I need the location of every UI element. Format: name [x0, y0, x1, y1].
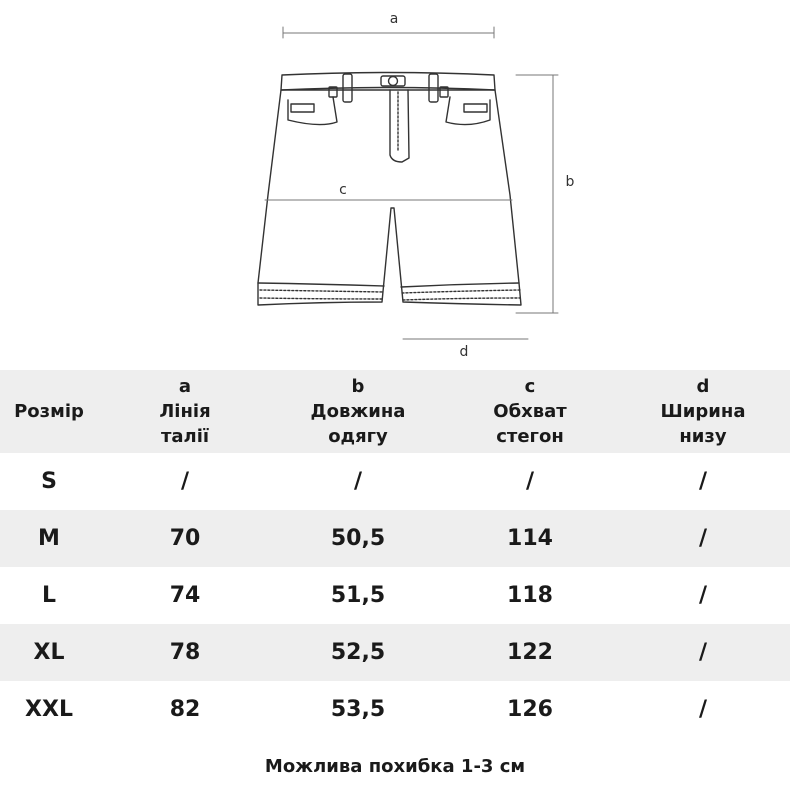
length-cell: 50,5: [330, 526, 386, 551]
header-length-name: Довжина одягу: [310, 401, 406, 447]
waist-cell: 70: [169, 526, 201, 551]
shorts-sketch: [0, 0, 790, 370]
label-a: a: [389, 11, 399, 27]
size-cell: S: [41, 469, 57, 494]
header-length: [272, 370, 444, 453]
header-bottom-width-letter: d: [696, 376, 710, 397]
label-c: c: [339, 182, 347, 198]
length-cell: 52,5: [330, 640, 386, 665]
shorts-measurement-diagram: [0, 0, 790, 370]
header-hip-name: Обхват стегон: [493, 401, 567, 447]
dimension-b: [516, 75, 558, 313]
header-waist-name: Лінія талії: [159, 401, 211, 447]
header-bottom-width: [616, 370, 790, 453]
right-cuff: [401, 283, 519, 287]
header-hip-letter: c: [524, 376, 536, 397]
size-chart-table: [0, 370, 790, 738]
length-cell: /: [353, 469, 363, 494]
button: [389, 77, 398, 86]
size-cell: XL: [33, 640, 65, 665]
table-row: [0, 567, 790, 624]
table-row: [0, 681, 790, 738]
table-row: [0, 624, 790, 681]
length-cell: 51,5: [330, 583, 386, 608]
table-row: [0, 510, 790, 567]
fly: [390, 90, 409, 162]
table-header-row: [0, 370, 790, 453]
waist-cell: 78: [169, 640, 201, 665]
size-cell: M: [38, 526, 60, 551]
bottom-width-cell: /: [698, 640, 708, 665]
header-hip: [444, 370, 616, 453]
hip-cell: 114: [507, 526, 553, 551]
table-row: [0, 453, 790, 510]
size-cell: XXL: [25, 697, 73, 722]
bottom-width-cell: /: [698, 526, 708, 551]
label-b: b: [565, 174, 575, 190]
header-waist-letter: a: [178, 376, 192, 397]
measurement-error-note: Можлива похибка 1-3 см: [264, 756, 526, 777]
header-length-letter: b: [351, 376, 365, 397]
left-pocket: [288, 97, 337, 125]
header-bottom-width-name: Ширина низу: [660, 401, 746, 447]
length-cell: 53,5: [330, 697, 386, 722]
header-size: [0, 370, 98, 453]
bottom-width-cell: /: [698, 583, 708, 608]
right-pocket: [446, 97, 490, 125]
bottom-width-cell: /: [698, 697, 708, 722]
hip-cell: 126: [507, 697, 553, 722]
header-size-name: Розмір: [14, 401, 84, 422]
header-waist: [98, 370, 272, 453]
label-d: d: [459, 344, 469, 360]
bottom-width-cell: /: [698, 469, 708, 494]
waist-cell: /: [180, 469, 190, 494]
dimension-a: [283, 27, 494, 38]
hip-cell: 122: [507, 640, 553, 665]
waist-cell: 82: [169, 697, 201, 722]
waist-cell: 74: [169, 583, 201, 608]
hip-cell: /: [525, 469, 535, 494]
hip-cell: 118: [507, 583, 553, 608]
left-cuff: [258, 283, 384, 286]
size-cell: L: [41, 583, 57, 608]
